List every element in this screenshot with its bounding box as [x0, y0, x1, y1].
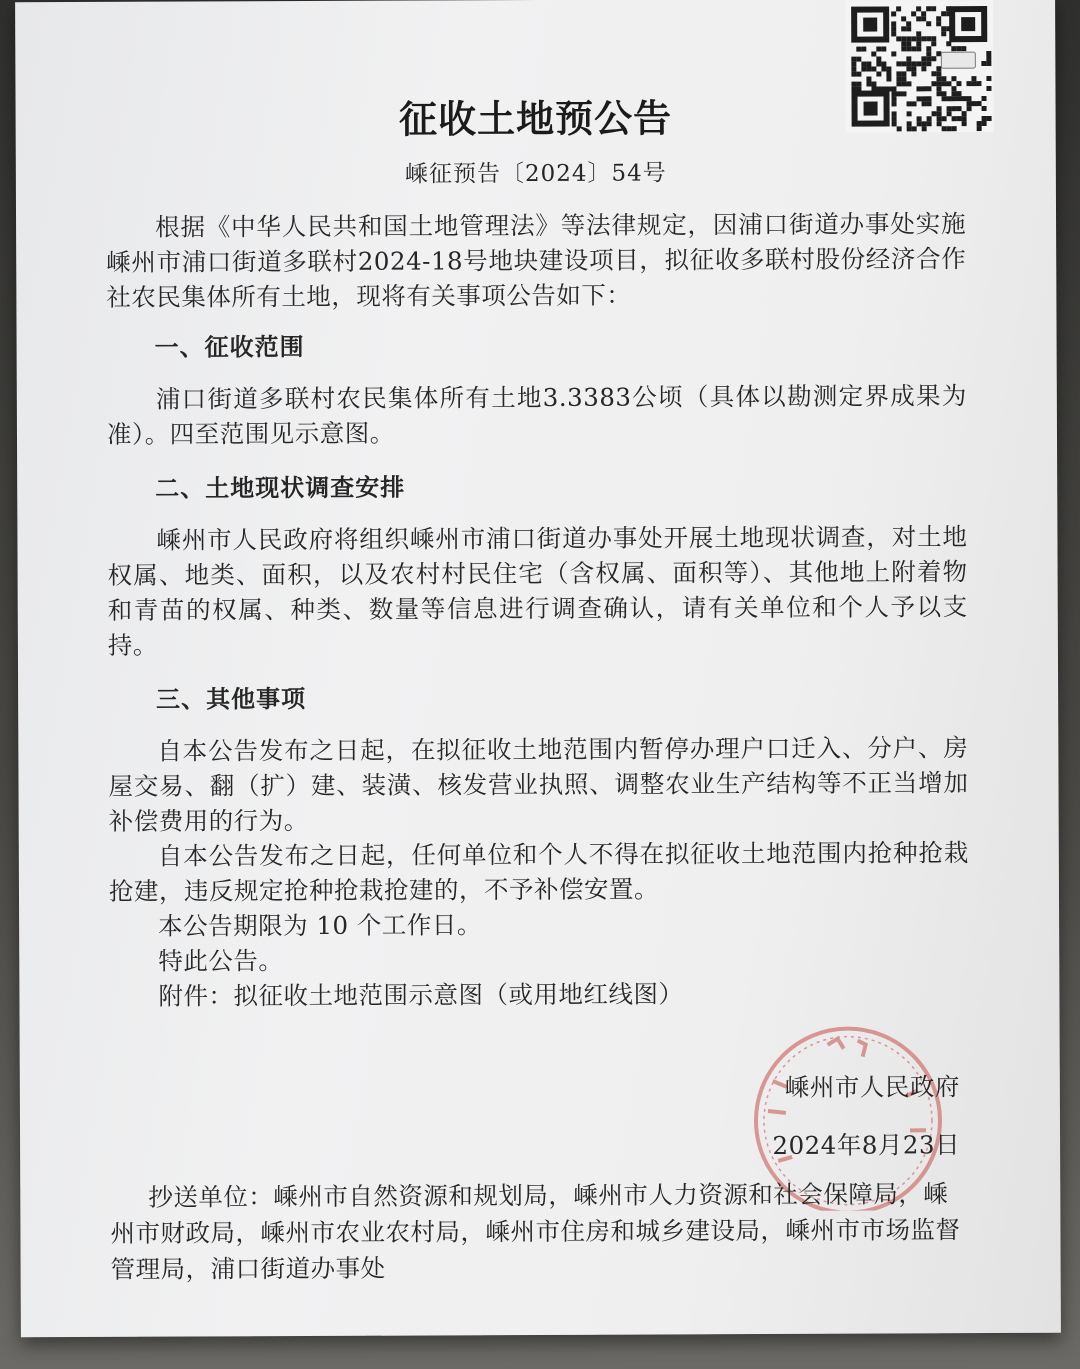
- cc-block: [110, 1176, 970, 1288]
- section-heading: 二、土地现状调查安排: [155, 473, 406, 503]
- section-paragraph: 自本公告发布之日起，在拟征收土地范围内暂停办理户口迁入、分户、房屋交易、翻（扩）建、装潢、核发营业执照、调整农业生产结构等不正当增加补偿费用的行为。: [108, 733, 969, 836]
- cc-recipients: 嵊州市自然资源和规划局，嵊州市人力资源和社会保障局，嵊州市财政局，嵊州市农业农村局，嵊州市住房和城乡建设局，嵊州市市场监督管理局，浦口街道办事处: [110, 1179, 961, 1284]
- page-title: 征收土地预公告: [398, 96, 673, 142]
- section-paragraph: 特此公告。: [158, 946, 284, 976]
- section-heading: 一、征收范围: [154, 333, 305, 362]
- notice-sheet: [15, 0, 1061, 1337]
- section-paragraph: 浦口街道多联村农民集体所有土地3.3383公顷（具体以勘测定界成果为准）。四至范围见示意图。: [106, 381, 967, 449]
- cc-label: 抄送单位：: [148, 1182, 274, 1212]
- issue-date: 2024年8月23日: [772, 1130, 961, 1160]
- attachment-line: 附件：拟征收土地范围示意图（或用地红线图）: [158, 979, 684, 1011]
- document-number: 嵊征预告〔2024〕54号: [404, 160, 667, 188]
- section-paragraph: 本公告期限为 10 个工作日。: [158, 910, 482, 941]
- intro-paragraph: 根据《中华人民共和国土地管理法》等法律规定，因浦口街道办事处实施嵊州市浦口街道多联村2024-18号地块建设项目，拟征收多联村股份经济合作社农民集体所有土地，现将有关事项公告如下：: [106, 209, 967, 312]
- section-paragraph: 嵊州市人民政府将组织嵊州市浦口街道办事处开展土地现状调查，对土地权属、地类、面积，以及农村村民住宅（含权属、面积等）、其他地上附着物和青苗的权属、种类、数量等信息进行调查确认，请有关单位和个人予以支持。: [107, 522, 968, 660]
- section-heading: 三、其他事项: [156, 685, 307, 714]
- issuer-name: 嵊州市人民政府: [784, 1072, 960, 1102]
- notice-body: [106, 206, 969, 1014]
- section-paragraph: 自本公告发布之日起，任何单位和个人不得在拟征收土地范围内抢种抢栽抢建，违反规定抢种抢栽抢建的，不予补偿安置。: [108, 838, 969, 906]
